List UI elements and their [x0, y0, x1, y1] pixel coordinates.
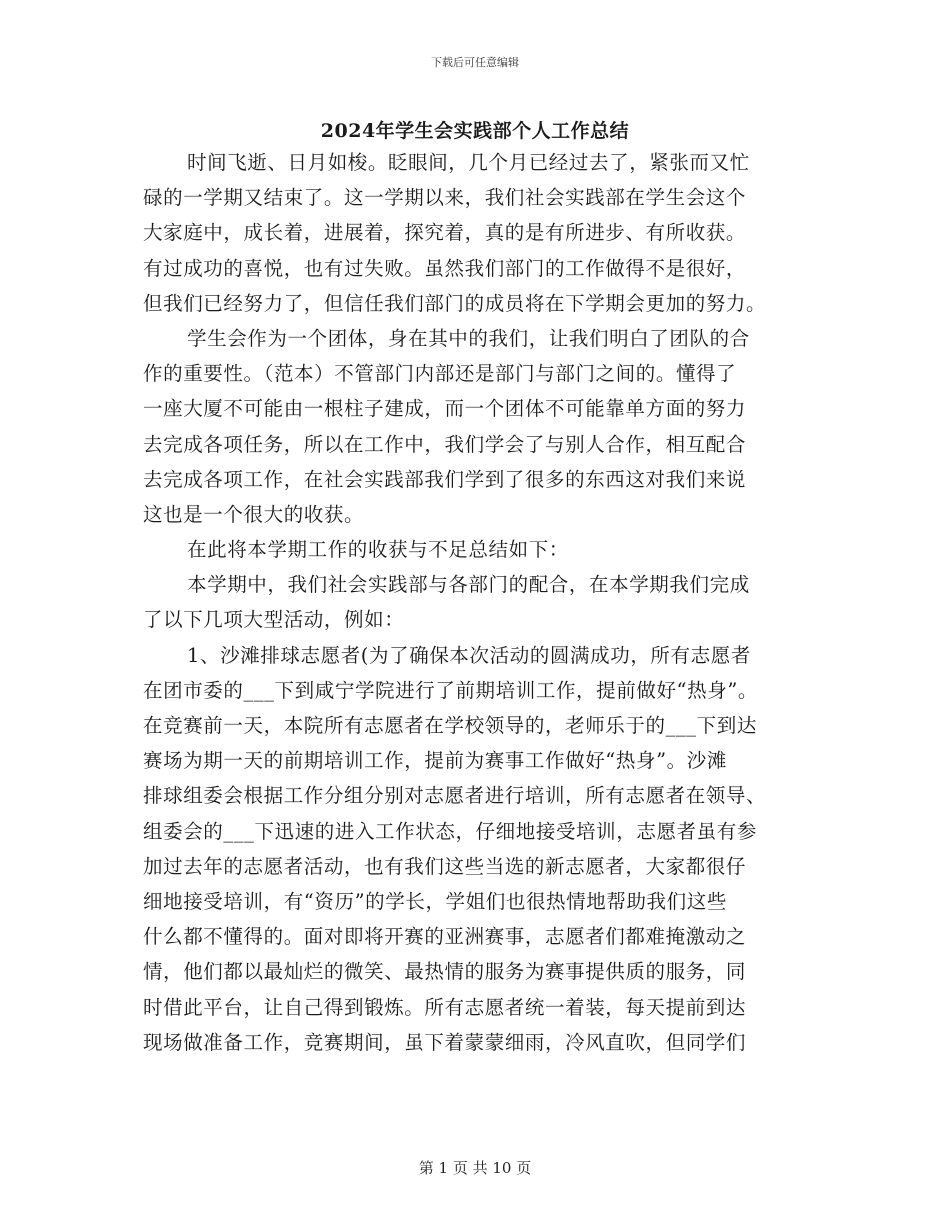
- document-body: [143, 145, 813, 1060]
- text-line: 在团市委的___下到咸宁学院进行了前期培训工作，提前做好“热身”。: [143, 678, 758, 702]
- text-line: 学生会作为一个团体，身在其中的我们，让我们明白了团队的合: [187, 326, 750, 350]
- text-line: 但我们已经努力了，但信任我们部门的成员将在下学期会更加的努力。: [143, 291, 767, 315]
- text-line: 有过成功的喜悦，也有过失败。虽然我们部门的工作做得不是很好，: [143, 256, 747, 280]
- text-line: 组委会的___下迅速的进入工作状态，仔细地接受培训，志愿者虽有参: [143, 819, 757, 843]
- text-line: 赛场为期一天的前期培训工作，提前为赛事工作做好“热身”。沙滩: [143, 749, 727, 773]
- text-line: 在竞赛前一天，本院所有志愿者在学校领导的，老师乐于的___下到达: [143, 714, 757, 737]
- text-line: 去完成各项任务，所以在工作中，我们学会了与别人合作，相互配合: [143, 432, 747, 456]
- text-line: 现场做准备工作，竞赛期间，虽下着蒙蒙细雨，冷风直吹，但同学们: [143, 1030, 747, 1054]
- document-title: 2024年学生会实践部个人工作总结: [320, 120, 630, 142]
- text-line: 时间飞逝、日月如梭。眨眼间，几个月已经过去了，紧张而又忙: [187, 151, 750, 174]
- page-number: 第 1 页 共 10 页: [418, 1159, 532, 1177]
- text-line: 情，他们都以最灿烂的微笑、最热情的服务为赛事提供质的服务，同: [143, 960, 747, 984]
- text-line: 大家庭中，成长着，进展着，探究着，真的是有所进步、有所收获。: [143, 221, 747, 245]
- text-line: 在此将本学期工作的收获与不足总结如下：: [187, 538, 569, 562]
- text-line: 了以下几项大型活动，例如：: [143, 608, 405, 632]
- text-line: 时借此平台，让自己得到锻炼。所有志愿者统一着装，每天提前到达: [143, 995, 747, 1019]
- text-line: 细地接受培训，有“资历”的学长，学姐们也很热情地帮助我们这些: [143, 889, 727, 913]
- text-line: 本学期中，我们社会实践部与各部门的配合，在本学期我们完成: [187, 573, 750, 597]
- text-line: 碌的一学期又结束了。这一学期以来，我们社会实践部在学生会这个: [143, 186, 747, 210]
- text-line: 作的重要性。（范本）不管部门内部还是部门与部门之间的。懂得了: [143, 362, 737, 386]
- text-line: 去完成各项工作，在社会实践部我们学到了很多的东西这对我们来说: [143, 467, 747, 491]
- text-line: 加过去年的志愿者活动，也有我们这些当选的新志愿者，大家都很仔: [143, 854, 747, 878]
- text-line: 什么都不懂得的。面对即将开赛的亚洲赛事，志愿者们都难掩激动之: [143, 925, 747, 949]
- text-line: 排球组委会根据工作分组分别对志愿者进行培训，所有志愿者在领导、: [143, 784, 767, 808]
- text-line: 一座大厦不可能由一根柱子建成，而一个团体不可能靠单方面的努力: [143, 397, 747, 421]
- text-line: 1、沙滩排球志愿者(为了确保本次活动的圆满成功，所有志愿者: [187, 643, 751, 667]
- download-note: 下载后可任意编辑: [431, 56, 519, 69]
- text-line: 这也是一个很大的收获。: [143, 502, 365, 526]
